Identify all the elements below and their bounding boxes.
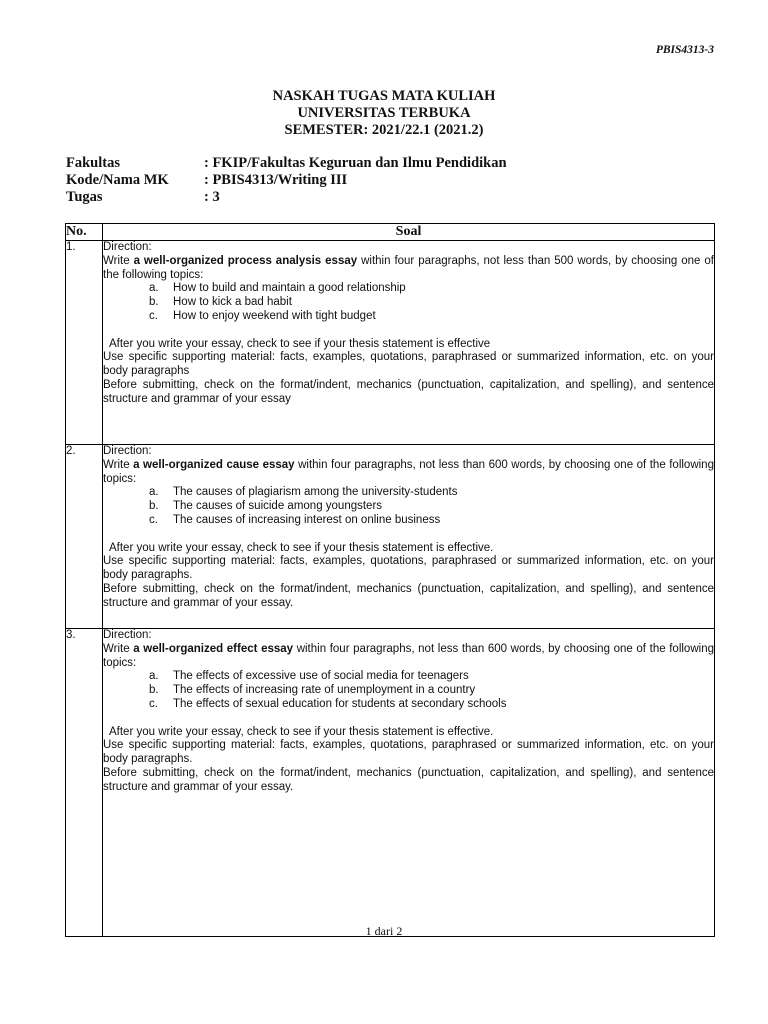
submit-instruction: Before submitting, check on the format/indent, mechanics (punctuation, capitalization, and spelling), and sentence structure and grammar of your essay. — [103, 766, 714, 793]
essay-type: a well-organized cause essay — [133, 458, 295, 471]
table-row — [66, 629, 715, 937]
question-number: 2. — [66, 445, 103, 629]
header-no: No. — [66, 224, 103, 241]
support-instruction: Use specific supporting material: facts, examples, quotations, paraphrased or summarized information, etc. on your body paragraphs. — [103, 739, 714, 766]
list-item — [103, 282, 714, 296]
intro-text: Write — [103, 254, 134, 267]
meta-value: : 3 — [204, 189, 220, 205]
document-title — [0, 88, 768, 139]
spacer — [103, 324, 714, 338]
intro-text: within four paragraphs, not less than 600 words, by choosing one of the following topics: — [103, 642, 714, 669]
direction-label: Direction: — [103, 629, 152, 641]
topic-text: The effects of sexual education for students at secondary schools — [173, 697, 507, 710]
topic-marker: c. — [149, 309, 158, 322]
list-item — [103, 514, 714, 528]
check-instruction: After you write your essay, check to see if your thesis statement is effective — [109, 337, 491, 350]
intro-text: Write — [103, 642, 134, 655]
direction-label: Direction: — [103, 445, 152, 457]
question-intro — [103, 255, 714, 283]
meta-value: : PBIS4313/Writing III — [204, 172, 348, 188]
table-row — [66, 241, 715, 445]
check-instruction: After you write your essay, check to see if your thesis statement is effective. — [109, 541, 494, 554]
topic-text: How to build and maintain a good relationship — [173, 282, 406, 295]
meta-row-faculty — [66, 155, 507, 172]
topic-list — [103, 670, 714, 711]
question-intro — [103, 643, 714, 671]
list-item — [103, 310, 714, 324]
document-code: PBIS4313-3 — [655, 44, 714, 56]
page-number: 1 dari 2 — [365, 924, 403, 938]
submit-instruction: Before submitting, check on the format/indent, mechanics (punctuation, capitalization, and spelling), and sentence structure and grammar of your essay — [103, 378, 714, 405]
meta-row-course — [66, 172, 507, 189]
spacer — [103, 712, 714, 726]
question-number: 1. — [66, 241, 103, 445]
topic-marker: c. — [149, 697, 158, 710]
title-line-course-assignment: NASKAH TUGAS MATA KULIAH — [272, 88, 496, 104]
meta-value: : FKIP/Fakultas Keguruan dan Ilmu Pendidikan — [204, 155, 507, 171]
topic-text: The effects of excessive use of social media for teenagers — [173, 670, 469, 683]
question-body — [103, 241, 715, 445]
list-item — [103, 698, 714, 712]
topic-text: The causes of plagiarism among the university-students — [173, 486, 458, 499]
intro-text: within four paragraphs, not less than 600 words, by choosing one of the following topics: — [103, 458, 714, 485]
topic-marker: b. — [149, 296, 159, 309]
course-meta — [66, 155, 507, 206]
topic-text: How to enjoy weekend with tight budget — [173, 309, 376, 322]
meta-row-assignment — [66, 189, 507, 206]
list-item — [103, 670, 714, 684]
question-body — [103, 629, 715, 937]
question-body — [103, 445, 715, 629]
list-item — [103, 486, 714, 500]
topic-list — [103, 282, 714, 323]
questions-table — [65, 223, 715, 937]
essay-type: a well-organized process analysis essay — [133, 254, 358, 267]
title-line-university: UNIVERSITAS TERBUKA — [297, 105, 471, 121]
topic-marker: a. — [149, 282, 159, 295]
essay-type: a well-organized effect essay — [133, 642, 294, 655]
topic-text: The effects of increasing rate of unemployment in a country — [173, 684, 476, 697]
submit-instruction: Before submitting, check on the format/indent, mechanics (punctuation, capitalization, and spelling), and sentence structure and grammar of your essay. — [103, 582, 714, 609]
topic-marker: a. — [149, 486, 159, 499]
table-header-row — [66, 224, 715, 241]
topic-marker: a. — [149, 670, 159, 683]
title-line-semester: SEMESTER: 2021/22.1 (2021.2) — [284, 122, 484, 138]
list-item — [103, 500, 714, 514]
list-item — [103, 684, 714, 698]
question-number: 3. — [66, 629, 103, 937]
header-soal: Soal — [103, 224, 715, 241]
topic-marker: b. — [149, 684, 159, 697]
meta-label: Fakultas — [66, 155, 120, 171]
list-item — [103, 296, 714, 310]
topic-list — [103, 486, 714, 527]
meta-label: Kode/Nama MK — [66, 172, 169, 188]
meta-label: Tugas — [66, 189, 103, 205]
support-instruction: Use specific supporting material: facts, examples, quotations, paraphrased or summarized information, etc. on your body paragraphs. — [103, 555, 714, 582]
topic-text: How to kick a bad habit — [173, 296, 292, 309]
intro-text: within four paragraphs, not less than 500 words, by choosing one of the following topics: — [103, 254, 714, 281]
question-intro — [103, 459, 714, 487]
support-instruction: Use specific supporting material: facts, examples, quotations, paraphrased or summarized information, etc. on your body paragraphs — [103, 351, 714, 378]
topic-marker: b. — [149, 500, 159, 513]
table-row — [66, 445, 715, 629]
topic-marker: c. — [149, 513, 158, 526]
topic-text: The causes of increasing interest on online business — [173, 513, 441, 526]
topic-text: The causes of suicide among youngsters — [173, 500, 383, 513]
direction-label: Direction: — [103, 241, 152, 253]
intro-text: Write — [103, 458, 134, 471]
spacer — [103, 528, 714, 542]
check-instruction: After you write your essay, check to see if your thesis statement is effective. — [109, 725, 494, 738]
